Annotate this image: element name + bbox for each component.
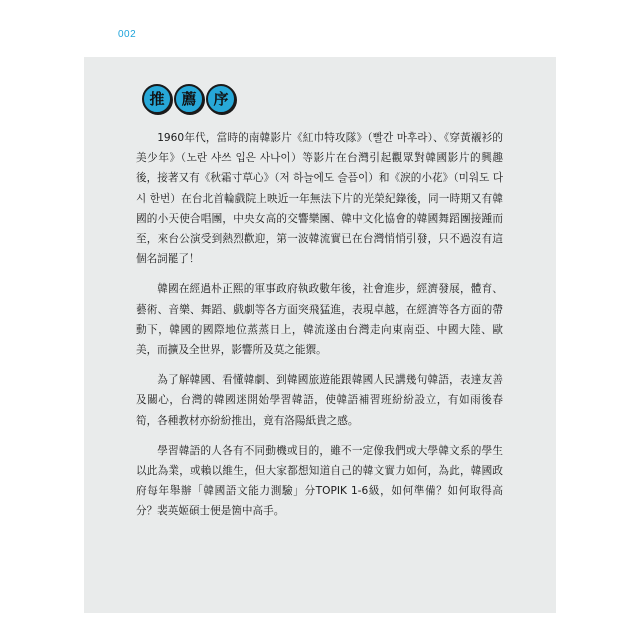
page-number: 002 — [118, 29, 137, 40]
paragraph-1: 1960年代，當時的南韓影片《紅巾特攻隊》（빨간 마후라）、《穿黃襯衫的美少年》（노란 샤쓰 입은 사나이）等影片在台灣引起觀眾對韓國影片的興趣後，接著又有《秋霜寸草心》（저 하늘에도 슬픔이）和《淚的小花》（미워도 다시 한번）在台北首輪戲院上映近一年無法下片的光榮紀錄後，同一時期又有韓國的小天使合唱團，中央女高的交響樂團、韓中文化協會的韓國舞蹈團接踵而至，來台公演受到熱烈歡迎，第一波韓流實已在台灣悄悄引發，只不過沒有這個名詞罷了！ — [136, 132, 503, 266]
title-char-1: 推 — [142, 84, 172, 114]
paragraph-2: 韓國在經過朴正熙的軍事政府執政數年後，社會進步，經濟發展，體育、藝術、音樂、舞蹈、戲劇等各方面突飛猛進，表現卓越，在經濟等各方面的帶動下，韓國的國際地位蒸蒸日上，韓流遂由台灣走向東南亞、中國大陸、歐美，而擴及全世界，影響所及莫之能禦。 — [136, 283, 503, 357]
title-char-3: 序 — [206, 84, 236, 114]
paragraph-4: 學習韓語的人各有不同動機或目的，雖不一定像我們或大學韓文系的學生以此為業，或賴以維生，但大家都想知道自己的韓文實力如何，為此，韓國政府每年舉辦「韓國語文能力測驗」分TOPIK 1-6級，如何準備？如何取得高分？裴英姬碩士便是箇中高手。 — [136, 444, 503, 518]
section-title — [142, 84, 236, 114]
title-char-2: 薦 — [174, 84, 204, 114]
body-text — [136, 128, 503, 532]
paragraph-3: 為了解韓國、看懂韓劇、到韓國旅遊能跟韓國人民講幾句韓語，表達友善及關心，台灣的韓國迷開始學習韓語，使韓語補習班紛紛設立，有如雨後春筍，各種教材亦紛紛推出，竟有洛陽紙貴之感。 — [136, 374, 503, 427]
